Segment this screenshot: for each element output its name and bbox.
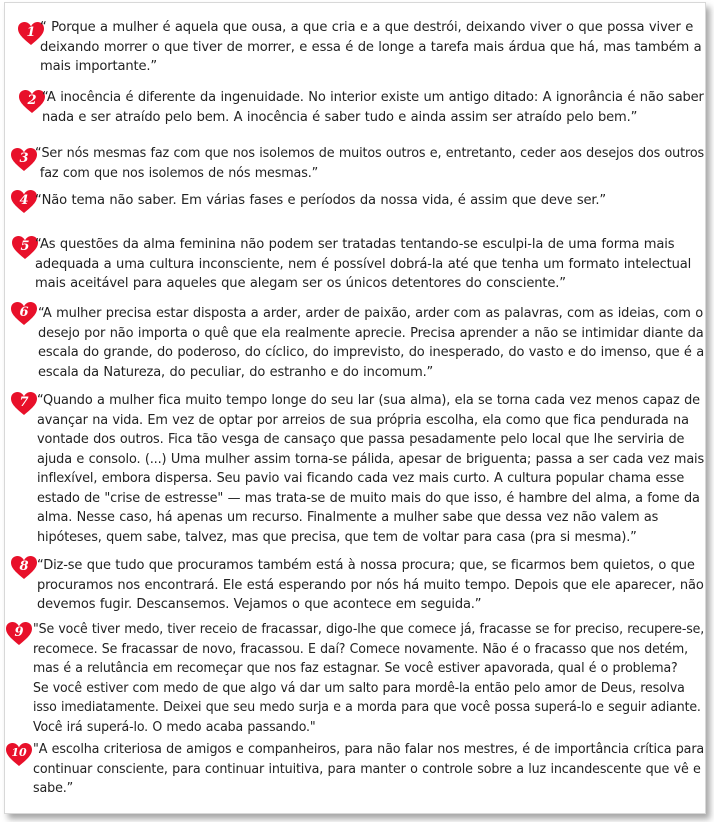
quote-line: vontade dos outros. Fica tão vesga de cansaço que passa pesadamente pelo local que lhe serviria de: [37, 432, 685, 447]
quote-number: 2: [27, 93, 37, 108]
heart-icon: [11, 556, 37, 580]
quote-line: continuar consciente, para continuar intuitiva, para manter o controle sobre a luz incandescente que vê e: [33, 761, 701, 777]
quote-line: isso imediatamente. Deixei que seu medo surja e a morda para que você possa superá-lo e seguir adiante.: [33, 700, 701, 715]
quote-line: recomece. Se fracassar de novo, fracassou. E daí? Comece novamente. Não é o fracasso que nos detém,: [33, 641, 688, 657]
quote-line: ajuda e consolo. (...) Uma mulher assim torna-se pálida, apesar de briguenta; passa a ser cada vez mais: [37, 451, 705, 467]
quote-line: "Se você tiver medo, tiver receio de fracassar, digo-lhe que comece já, fracasse se for preciso, recupere-se,: [33, 622, 705, 637]
quote-number: 10: [11, 746, 27, 759]
quote-line: inflexível, embora dispersa. Seu pavio vai ficando cada vez mais curto. A cultura popular chama esse: [37, 471, 685, 486]
quote-line: “A inocência é diferente da ingenuidade. No interior existe um antigo ditado: A ignorância é não saber: [42, 90, 704, 105]
quote-line: nada e ser atraído pelo bem. A inocência é saber tudo e ainda assim ser atraído pelo bem.”: [42, 109, 638, 125]
quote-line: “Quando a mulher fica muito tempo longe do seu lar (sua alma), ela se torna cada vez menos capaz de: [37, 393, 700, 408]
quote-6: [38, 304, 709, 382]
quote-number: 3: [19, 151, 29, 166]
quote-number: 1: [26, 25, 36, 40]
quote-8: [37, 556, 708, 615]
quote-4: [35, 191, 606, 211]
heart-icon: [6, 743, 32, 767]
quote-3: [35, 144, 714, 183]
quote-number: 6: [19, 305, 29, 320]
quote-line: escala do grande, do poderoso, do cíclico, do imprevisto, do inesperado, do vasto e do imenso, que é a: [38, 345, 705, 360]
quote-line: procuramos nos encontrará. Ele está esperando por nós há muito tempo. Depois que ele aparecer, não: [37, 577, 704, 593]
quote-line: avançar na vida. Em vez de optar por arreios de sua própria escolha, ela como que fica pendurada na: [37, 412, 689, 428]
quote-line: devemos fugir. Descansemos. Vejamos o que acontece em seguida.”: [37, 597, 482, 612]
heart-icon: [11, 148, 37, 172]
quote-line: “Diz-se que tudo que procuramos também está à nossa procura; que, se ficarmos bem quietos, o que: [37, 558, 695, 573]
quote-line: escala da Natureza, do peculiar, do estranho e do incomum.”: [38, 364, 434, 380]
quote-number: 4: [19, 193, 29, 208]
quote-number: 7: [19, 395, 29, 410]
quote-line: mais importante.”: [40, 59, 158, 74]
heart-icon: [11, 392, 37, 416]
quote-line: faz com que nos isolemos de nós mesmas.”: [39, 165, 319, 181]
quote-9: [33, 620, 714, 737]
quote-line: Você irá superá-lo. O medo acaba passando.": [33, 719, 316, 735]
quote-line: desejo por não importa o quê que ela realmente aprecie. Precisa aprender a não se intimidar diante da: [38, 325, 704, 341]
heart-icon: [6, 622, 32, 646]
quote-line: “Ser nós mesmas faz com que nos isolemos de muitos outros e, entretanto, ceder aos desejos dos outros: [35, 146, 704, 161]
quote-line: mas é a relutância em recomeçar que nos faz estagnar. Se você estiver apavorada, qual é o problema?: [33, 661, 678, 676]
quote-2: [42, 88, 706, 127]
quote-line: sabe.”: [33, 781, 74, 796]
quote-5: [35, 235, 691, 294]
quote-line: mais aceitável para aqueles que alegam ser os únicos detentores do consciente.”: [35, 276, 566, 291]
heart-icon: [11, 302, 37, 326]
quote-line: “As questões da alma feminina não podem ser tratadas tentando-se esculpi-la de uma forma mais: [35, 237, 675, 252]
quote-line: estado de "crise de estresse" — mas trata-se de muito mais do que isso, é hambre del alma, a fome da: [37, 490, 700, 506]
quote-line: “A mulher precisa estar disposta a arder, arder de paixão, arder com as palavras, com as ideias, com o: [38, 306, 704, 321]
quote-line: “Não tema não saber. Em várias fases e períodos da nossa vida, é assim que deve ser.”: [35, 193, 607, 208]
quote-line: hipóteses, quem sabe, talvez, mas que precisa, que tem de voltar para casa (pra si mesma).”: [37, 529, 637, 545]
quote-number: 9: [14, 625, 24, 640]
quote-number: 5: [20, 239, 30, 254]
quote-line: “ Porque a mulher é aquela que ousa, a que cria e a que destrói, deixando viver o que possa viver e: [40, 20, 694, 35]
quote-line: Se você estiver com medo de que algo vá dar um salto para mordê-la então pelo amor de Deus, resolva: [33, 680, 685, 696]
quote-line: adequada a uma cultura inconsciente, nem é possível dobrá-la até que tenha um formato intelectual: [35, 256, 692, 272]
quote-7: [37, 391, 714, 547]
quote-line: deixando morrer o que tiver de morrer, e essa é de longe a tarefa mais árdua que há, mas também a: [40, 39, 702, 55]
quote-line: "A escolha criteriosa de amigos e companheiros, para não falar nos mestres, é de importância crítica para: [33, 742, 705, 757]
quote-number: 8: [19, 559, 29, 574]
quote-10: [33, 740, 714, 799]
heart-icon: [11, 190, 37, 214]
quote-1: [40, 18, 702, 77]
quote-line: alma. Nesse caso, há apenas um recurso. Finalmente a mulher sabe que dessa vez não valem as: [37, 510, 659, 525]
